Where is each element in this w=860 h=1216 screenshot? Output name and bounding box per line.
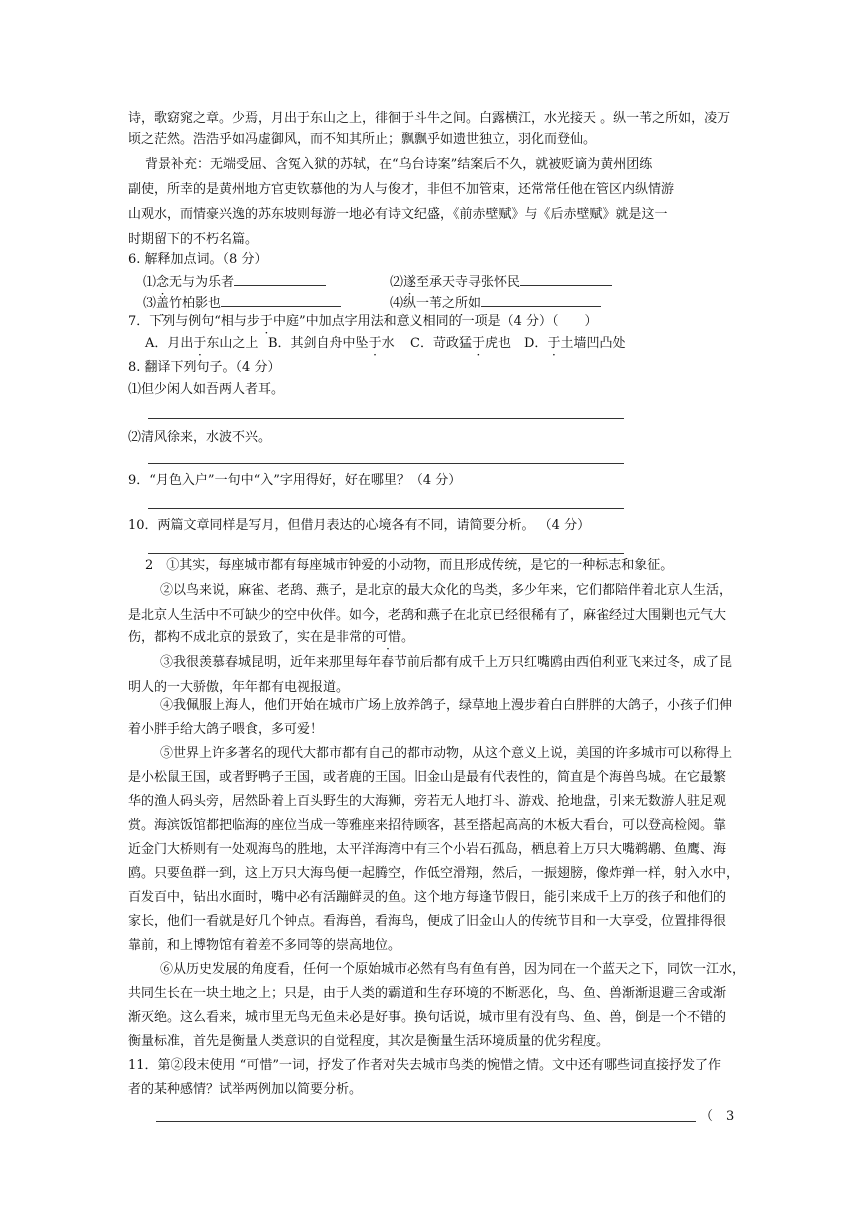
q7-option-b-prefix: B．其剑自舟中坠	[268, 336, 369, 351]
q7-option-a-suffix: 东山之上	[206, 336, 259, 351]
q7-option-d-dotted-word: 于	[547, 336, 561, 351]
q6-item2-suffix: 至承天寺寻张怀民	[416, 275, 521, 290]
passage2-para4-line1: ④我佩服上海人，他们开始在城市广场上放养鸽子，绿草地上漫步着白白胖胖的大鸽子，小孩子们伸	[160, 698, 733, 713]
q9-question: 9．“月色入户”一句中“入”字用得好，好在哪里？（4 分）	[128, 473, 462, 488]
q7-option-b[interactable]	[268, 336, 395, 352]
passage2-para5-line8: 家长，他们一看就是好几个钟点。看海兽，看海鸟，便成了旧金山人的传统节目和一大享受，位置排得很	[128, 914, 727, 929]
passage2-para5-line4: 赏。海滨饭馆都把临海的座位当成一等雅座来招待顾客，甚至搭起高高的木板大看台，可以登高检阅。靠	[128, 818, 727, 833]
passage2-para5-line6: 鸥。只要鱼群一到，这上万只大海鸟便一起腾空，作低空滑翔，然后，一振翅膀，像炸弹一样，射入水中，	[128, 866, 740, 881]
q7-option-a-dotted-word: 于	[193, 336, 207, 351]
q8-sentence1: ⑴但少闲人如吾两人者耳。	[128, 382, 285, 397]
q9-answer-line[interactable]	[148, 508, 624, 509]
q7-option-c[interactable]	[410, 336, 511, 352]
passage2-para5-line2: 是小松鼠王国，或者野鸭子王国，或者鹿的王国。旧金山是最有代表性的，简直是个海兽鸟城。在它最繁	[128, 770, 727, 785]
passage2-para2-line3-prefix: 伤，都构不成北京的景致了，实在是非常的	[128, 630, 376, 645]
q7-option-a[interactable]	[145, 336, 258, 352]
passage2-para5-line9: 靠前，和上博物馆有着差不多同等的崇高地位。	[128, 938, 402, 953]
q6-item3-dotted-word: 盖	[156, 296, 170, 311]
passage2-para2-dotted-word: 可惜	[375, 630, 402, 645]
background-line2: 副使，所幸的是黄州地方官吏钦慕他的为人与俊才，非但不加管束，还常常任他在管区内纵情游	[128, 182, 675, 197]
q11-answer-line[interactable]	[156, 1121, 696, 1122]
passage2-para4-line2: 着小胖手给大鸽子喂食，多可爱！	[128, 722, 324, 737]
q10-question: 10．两篇文章同样是写月，但借月表达的心境各有不同，请简要分析。 （4 分）	[128, 518, 591, 533]
q8-sentence2: ⑵清风徐来，水波不兴。	[128, 430, 272, 445]
q6-item4	[390, 294, 601, 312]
q7-option-c-suffix: 虎也	[484, 336, 511, 351]
q6-item2-dotted-word: 遂	[403, 275, 417, 290]
q7-stem	[128, 314, 598, 330]
passage1-line2: 顷之茫然。浩浩乎如冯虚御风，而不知其所止；飘飘乎如遗世独立，羽化而登仙。	[128, 132, 597, 147]
q7-option-c-prefix: C．苛政猛	[410, 336, 472, 351]
passage2-para6-line4: 衡量标准，首先是衡量人类意识的自觉程度，其次是衡量生活环境质量的优劣程度。	[128, 1034, 610, 1049]
q7-option-c-dotted-word: 于	[471, 336, 485, 351]
q7-stem-dotted-word: 于	[259, 314, 273, 329]
q7-option-d[interactable]	[524, 336, 625, 352]
q11-line1: 11．第②段末使用 “可惜”一词，抒发了作者对失去城市鸟类的惋惜之情。文中还有哪些词直接抒发了作	[128, 1058, 721, 1073]
passage2-para5-line3: 华的渔人码头旁，居然卧着上百头野生的大海狮，旁若无人地打斗、游戏、抢地盘，引来无数游人驻足观	[128, 794, 727, 809]
background-line4: 时期留下的不朽名篇。	[128, 232, 259, 247]
q6-item2-answer-blank[interactable]	[520, 273, 612, 286]
q6-item1-dotted-word: 念	[156, 275, 170, 290]
q7-option-d-suffix: 土墙凹凸处	[560, 336, 626, 351]
q6-item2-prefix: ⑵	[390, 275, 404, 290]
q6-item4-dotted-word: 所	[455, 296, 469, 311]
q7-option-b-dotted-word: 于	[368, 336, 382, 351]
q6-item1-answer-blank[interactable]	[234, 273, 326, 286]
q6-item2	[390, 273, 612, 291]
q7-stem-suffix: 中庭”中加点字用法和意义相同的一项是（4 分）（ ）	[272, 314, 598, 329]
passage2-para3-line1: ③我很羡慕春城昆明，近年来那里每年春节前后都有成千上万只红嘴鸥由西伯利亚飞来过冬，成了昆	[160, 655, 733, 670]
q7-option-b-suffix: 水	[381, 336, 395, 351]
passage2-para1: 2 ①其实，每座城市都有每座城市钟爱的小动物，而且形成传统，是它的一种标志和象征。	[145, 558, 674, 573]
q6-title: 6. 解释加点词。（8 分）	[128, 252, 268, 267]
q10-answer-line[interactable]	[148, 553, 624, 554]
passage2-para5-line7: 百发百中，钻出水面时，嘴中必有活蹦鲜灵的鱼。这个地方每逢节假日，能引来成千上万的孩子和他们的	[128, 890, 727, 905]
q8-answer-line2[interactable]	[148, 463, 624, 464]
q6-item4-answer-blank[interactable]	[481, 294, 601, 307]
passage2-para6-line1: ⑥从历史发展的角度看，任何一个原始城市必然有鸟有鱼有兽，因为同在一个蓝天之下，同饮一江水，	[160, 962, 746, 977]
q6-item1	[143, 273, 326, 291]
passage2-para2-line3-suffix: 。	[401, 630, 415, 645]
passage2-para5-line1: ⑤世界上许多著名的现代大都市都有自己的都市动物，从这个意义上说，美国的许多城市可以称得上	[160, 746, 733, 761]
q6-item3	[143, 294, 341, 312]
q6-item4-prefix: ⑷纵一苇之	[390, 296, 456, 311]
passage2-para2-line3	[128, 630, 414, 646]
passage2-para2-line2: 是北京人生活中不可缺少的空中伙伴。如今，老鸹和燕子在北京已经很稀有了，麻雀经过大围剿也元气大	[128, 608, 727, 623]
background-line1: 背景补充：无端受屈、含冤入狱的苏轼，在“乌台诗案”结案后不久，就被贬谪为黄州团练	[145, 157, 653, 172]
q6-item1-suffix: 无与为乐者	[169, 275, 235, 290]
q6-item1-prefix: ⑴	[143, 275, 157, 290]
q6-item3-answer-blank[interactable]	[221, 294, 341, 307]
q11-tail-mark: （ 3	[700, 1109, 735, 1124]
q6-item3-prefix: ⑶	[143, 296, 157, 311]
q6-item3-suffix: 竹柏影也	[169, 296, 222, 311]
passage2-para3-line2: 明人的一大骄傲，年年都有电视报道。	[128, 680, 350, 695]
q7-option-d-prefix: D．	[524, 336, 548, 351]
q6-item4-suffix: 如	[468, 296, 482, 311]
background-line3: 山观水，而情豪兴逸的苏东坡则每游一地必有诗文纪盛，《前赤壁赋》与《后赤壁赋》就是这一	[128, 207, 668, 222]
passage2-para2-line1: ②以鸟来说，麻雀、老鸹、燕子，是北京的最大众化的鸟类，多少年来，它们都陪伴着北京人生活，	[160, 583, 733, 598]
q7-stem-prefix: 7．下列与例句“相与步	[128, 314, 260, 329]
q7-option-a-prefix: A．月出	[145, 336, 194, 351]
passage2-para6-line2: 共同生长在一块土地之上；只是，由于人类的霸道和生存环境的不断恶化，鸟、鱼、兽渐渐退避三舍或渐	[128, 986, 727, 1001]
q8-title: 8. 翻译下列句子。（4 分）	[128, 360, 281, 375]
q8-answer-line1[interactable]	[148, 418, 624, 419]
q11-line2: 者的某种感情？试举两例加以简要分析。	[128, 1082, 363, 1097]
passage2-para6-line3: 渐灭绝。这么看来，城市里无鸟无鱼未必是好事。换句话说，城市里有没有鸟、鱼、兽，倒是一个不错的	[128, 1010, 727, 1025]
passage2-para5-line5: 近金门大桥则有一处观海鸟的胜地，太平洋海湾中有三个小岩石孤岛，栖息着上万只大嘴鹈鹕、鱼鹰、海	[128, 842, 727, 857]
passage1-line1: 诗，歌窈窕之章。少焉，月出于东山之上，徘徊于斗牛之间。白露横江，水光接天 。纵一苇之所如，凌万	[128, 111, 731, 126]
